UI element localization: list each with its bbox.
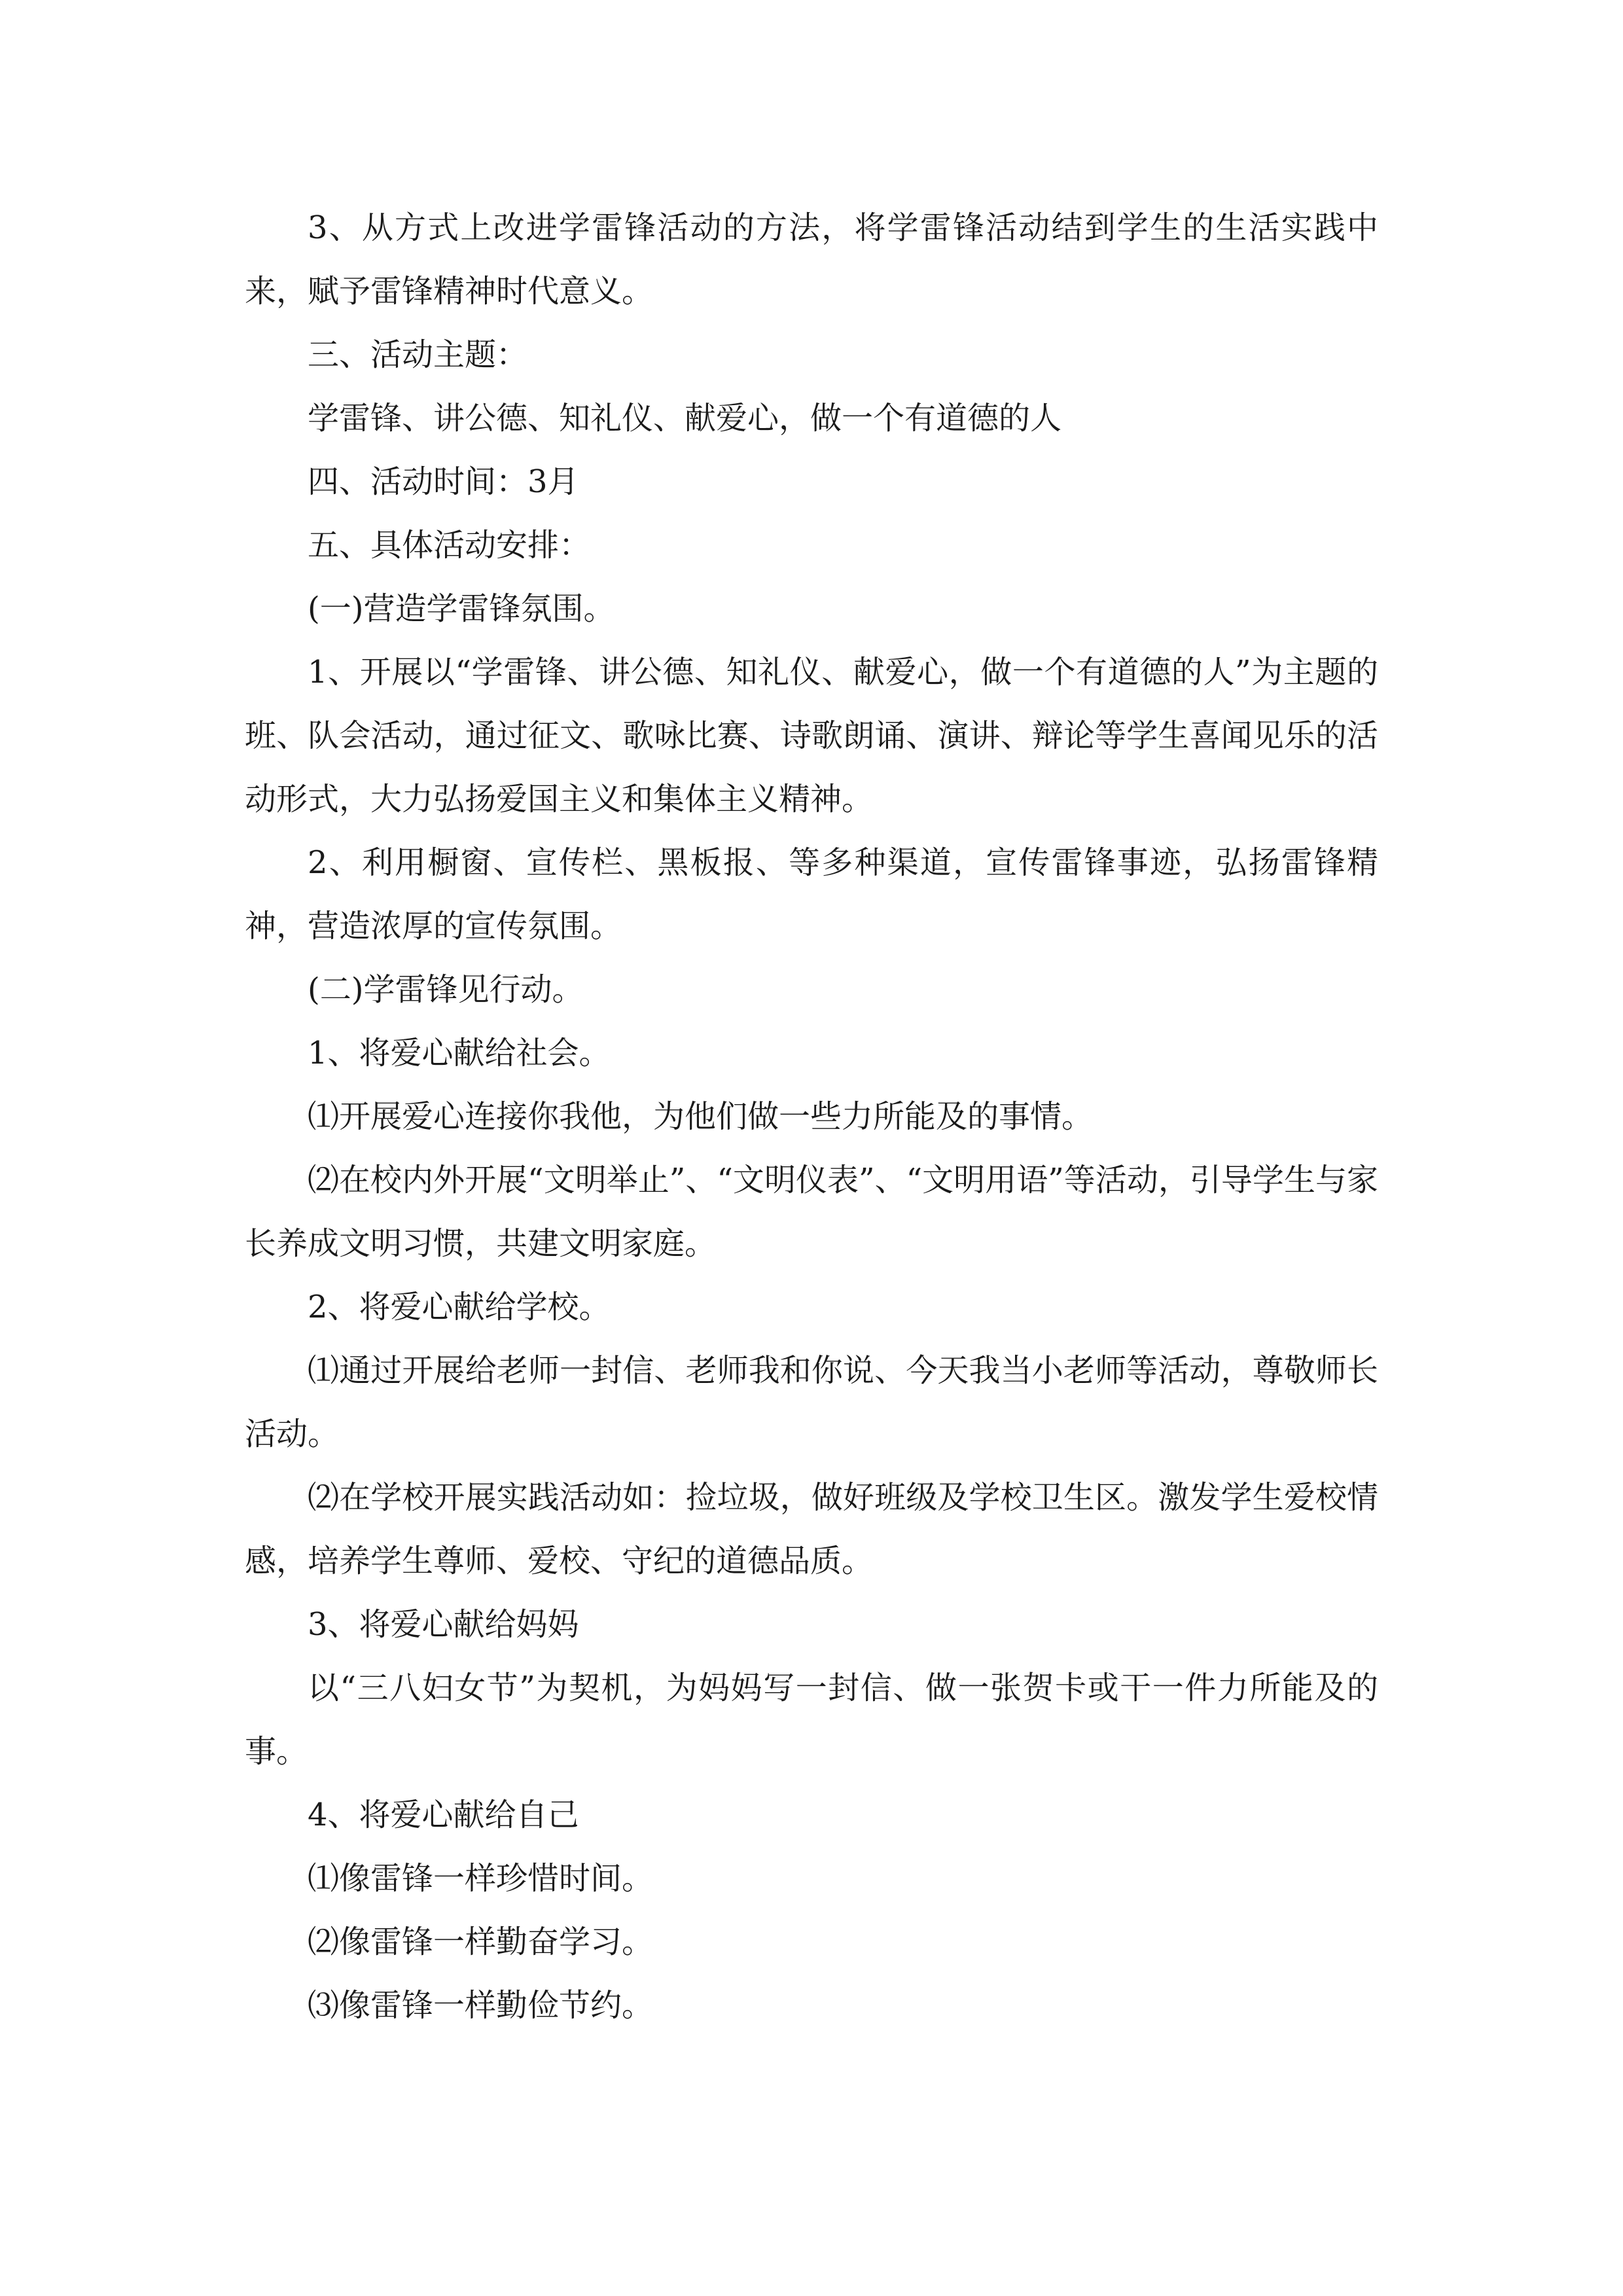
item-love-society: 1、将爱心献给社会。 bbox=[308, 1035, 611, 1071]
item-society-1: ⑴开展爱心连接你我他，为他们做一些力所能及的事情。 bbox=[308, 1098, 1094, 1135]
heading-activity-time: 四、活动时间：3月 bbox=[308, 463, 579, 500]
paragraph-womens-day: 以“三八妇女节”为契机，为妈妈写一封信、做一张贺卡或干一件力所能及的事。 bbox=[245, 1670, 1378, 1770]
subheading-atmosphere: (一)营造学雷锋氛围。 bbox=[308, 590, 615, 627]
item-love-mother: 3、将爱心献给妈妈 bbox=[308, 1606, 579, 1643]
heading-activity-arrangement: 五、具体活动安排： bbox=[308, 527, 591, 564]
item-school-2: ⑵在学校开展实践活动如：捡垃圾，做好班级及学校卫生区。激发学生爱校情感，培养学生尊师、爱校、守纪的道德品质。 bbox=[245, 1479, 1378, 1579]
item-self-3: ⑶像雷锋一样勤俭节约。 bbox=[308, 1987, 654, 2024]
item-self-1: ⑴像雷锋一样珍惜时间。 bbox=[308, 1860, 654, 1897]
paragraph-publicity: 2、利用橱窗、宣传栏、黑板报、等多种渠道，宣传雷锋事迹，弘扬雷锋精神，营造浓厚的宣传氛围。 bbox=[245, 844, 1378, 944]
heading-activity-theme: 三、活动主题： bbox=[308, 336, 528, 373]
item-love-school: 2、将爱心献给学校。 bbox=[308, 1289, 611, 1325]
paragraph-method-improvement: 3、从方式上改进学雷锋活动的方法，将学雷锋活动结到学生的生活实践中来，赋予雷锋精神时代意义。 bbox=[245, 209, 1378, 310]
item-school-1: ⑴通过开展给老师一封信、老师我和你说、今天我当小老师等活动，尊敬师长活动。 bbox=[245, 1352, 1378, 1452]
paragraph-theme-text: 学雷锋、讲公德、知礼仪、献爱心，做一个有道德的人 bbox=[308, 400, 1062, 437]
item-society-2: ⑵在校内外开展“文明举止”、“文明仪表”、“文明用语”等活动，引导学生与家长养成文明习惯，共建文明家庭。 bbox=[245, 1162, 1378, 1262]
paragraph-class-meetings: 1、开展以“学雷锋、讲公德、知礼仪、献爱心，做一个有道德的人”为主题的班、队会活动，通过征文、歌咏比赛、诗歌朗诵、演讲、辩论等学生喜闻见乐的活动形式，大力弘扬爱国主义和集体主义精神。 bbox=[245, 654, 1378, 817]
document-body bbox=[245, 196, 1378, 2037]
subheading-action: (二)学雷锋见行动。 bbox=[308, 971, 584, 1008]
item-self-2: ⑵像雷锋一样勤奋学习。 bbox=[308, 1924, 654, 1960]
item-love-self: 4、将爱心献给自己 bbox=[308, 1797, 579, 1833]
